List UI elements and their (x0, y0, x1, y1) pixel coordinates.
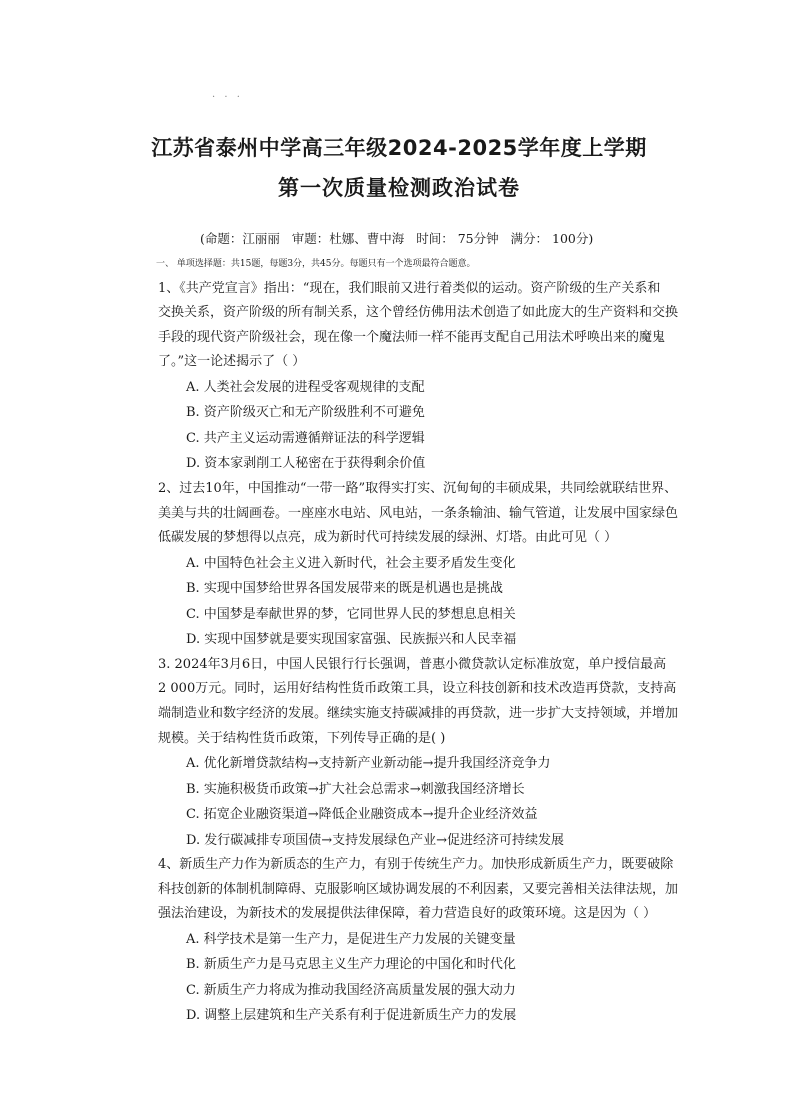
answer-option-b: B. 实现中国梦给世界各国发展带来的既是机遇也是挑战 (186, 581, 503, 597)
question-stem-line: 了。”这一论述揭示了（ ） (158, 354, 306, 370)
question-stem-line: 2、过去10年，中国推动“一带一路”取得实打实、沉甸甸的丰硕成果，共同绘就联结世界、 (158, 480, 678, 496)
exam-title-line2: 第一次质量检测政治试卷 (278, 176, 520, 200)
question-4 (158, 853, 706, 1029)
question-1 (158, 277, 706, 477)
question-stem-line: 1、《共产党宣言》指出：“现在，我们眼前又进行着类似的运动。资产阶级的生产关系和 (158, 280, 661, 296)
question-stem-line: 交换关系，资产阶级的所有制关系，这个曾经仿佛用法术创造了如此庞大的生产资料和交换 (158, 305, 679, 321)
answer-option-b: B. 资产阶级灭亡和无产阶级胜利不可避免 (186, 405, 425, 421)
answer-option-a: A. 科学技术是第一生产力，是促进生产力发展的关键变量 (186, 931, 516, 947)
answer-option-c: C. 共产主义运动需遵循辩证法的科学逻辑 (186, 430, 425, 446)
answer-option-c: C. 新质生产力将成为推动我国经济高质量发展的强大动力 (186, 982, 516, 998)
answer-option-c: C. 中国梦是奉献世界的梦，它同世界人民的梦想息息相关 (186, 606, 516, 622)
answer-option-d: D. 调整上层建筑和生产关系有利于促进新质生产力的发展 (186, 1008, 517, 1024)
answer-option-c: C. 拓宽企业融资渠道→降低企业融资成本→提升企业经济效益 (186, 807, 538, 823)
question-2 (158, 477, 706, 653)
question-3 (158, 653, 706, 853)
question-stem-line: 4、新质生产力作为新质态的生产力，有别于传统生产力。加快形成新质生产力，既要破除 (158, 857, 674, 873)
answer-option-b: B. 实施积极货币政策→扩大社会总需求→刺激我国经济增长 (186, 781, 525, 797)
question-stem-line: 2 000万元。同时，运用好结构性货币政策工具，设立科技创新和技术改造再贷款，支持高 (158, 681, 677, 697)
question-stem-line: 科技创新的体制机制障碍、克服影响区域协调发展的不利因素，又要完善相关法律法规，加 (158, 881, 679, 897)
question-stem-line: 3. 2024年3月6日，中国人民银行行长强调，普惠小微贷款认定标准放宽，单户授信最高 (158, 656, 667, 672)
answer-option-d: D. 发行碳减排专项国债→支持发展绿色产业→促进经济可持续发展 (186, 832, 565, 848)
answer-option-b: B. 新质生产力是马克思主义生产力理论的中国化和时代化 (186, 957, 516, 973)
section-heading: 一、 单项选择题：共15题，每题3分，共45分。每题只有一个选项最符合题意。 (156, 259, 476, 269)
answer-option-a: A. 优化新增贷款结构→支持新产业新动能→提升我国经济竞争力 (186, 756, 551, 772)
question-stem-line: 低碳发展的梦想得以点亮，成为新时代可持续发展的绿洲、灯塔。由此可见（ ） (158, 530, 618, 546)
question-stem-line: 美美与共的壮阔画卷。一座座水电站、风电站，一条条输油、输气管道，让发展中国家绿色 (158, 505, 679, 521)
answer-option-d: D. 资本家剥削工人秘密在于获得剩余价值 (186, 456, 426, 472)
answer-option-a: A. 中国特色社会主义进入新时代，社会主要矛盾发生变化 (186, 555, 516, 571)
answer-option-a: A. 人类社会发展的进程受客观规律的支配 (186, 379, 425, 395)
exam-content (158, 252, 706, 1029)
scan-speck: · · · (212, 92, 243, 103)
exam-meta: (命题：江丽丽 审题：杜娜、曹中海 时间： 75分钟 满分： 100分) (200, 231, 594, 246)
answer-option-d: D. 实现中国梦就是要实现国家富强、民族振兴和人民幸福 (186, 632, 517, 648)
question-stem-line: 强法治建设，为新技术的发展提供法律保障，着力营造良好的政策环境。这是因为（ ） (158, 906, 657, 922)
question-stem-line: 端制造业和数字经济的发展。继续实施支持碳减排的再贷款，进一步扩大支持领域，并增加 (158, 705, 679, 721)
exam-title-line1: 江苏省泰州中学高三年级2024-2025学年度上学期 (151, 136, 647, 160)
question-stem-line: 规模。关于结构性货币政策，下列传导正确的是( ) (158, 730, 446, 746)
question-stem-line: 手段的现代资产阶级社会，现在像一个魔法师一样不能再支配自己用法术呼唤出来的魔鬼 (158, 329, 666, 345)
